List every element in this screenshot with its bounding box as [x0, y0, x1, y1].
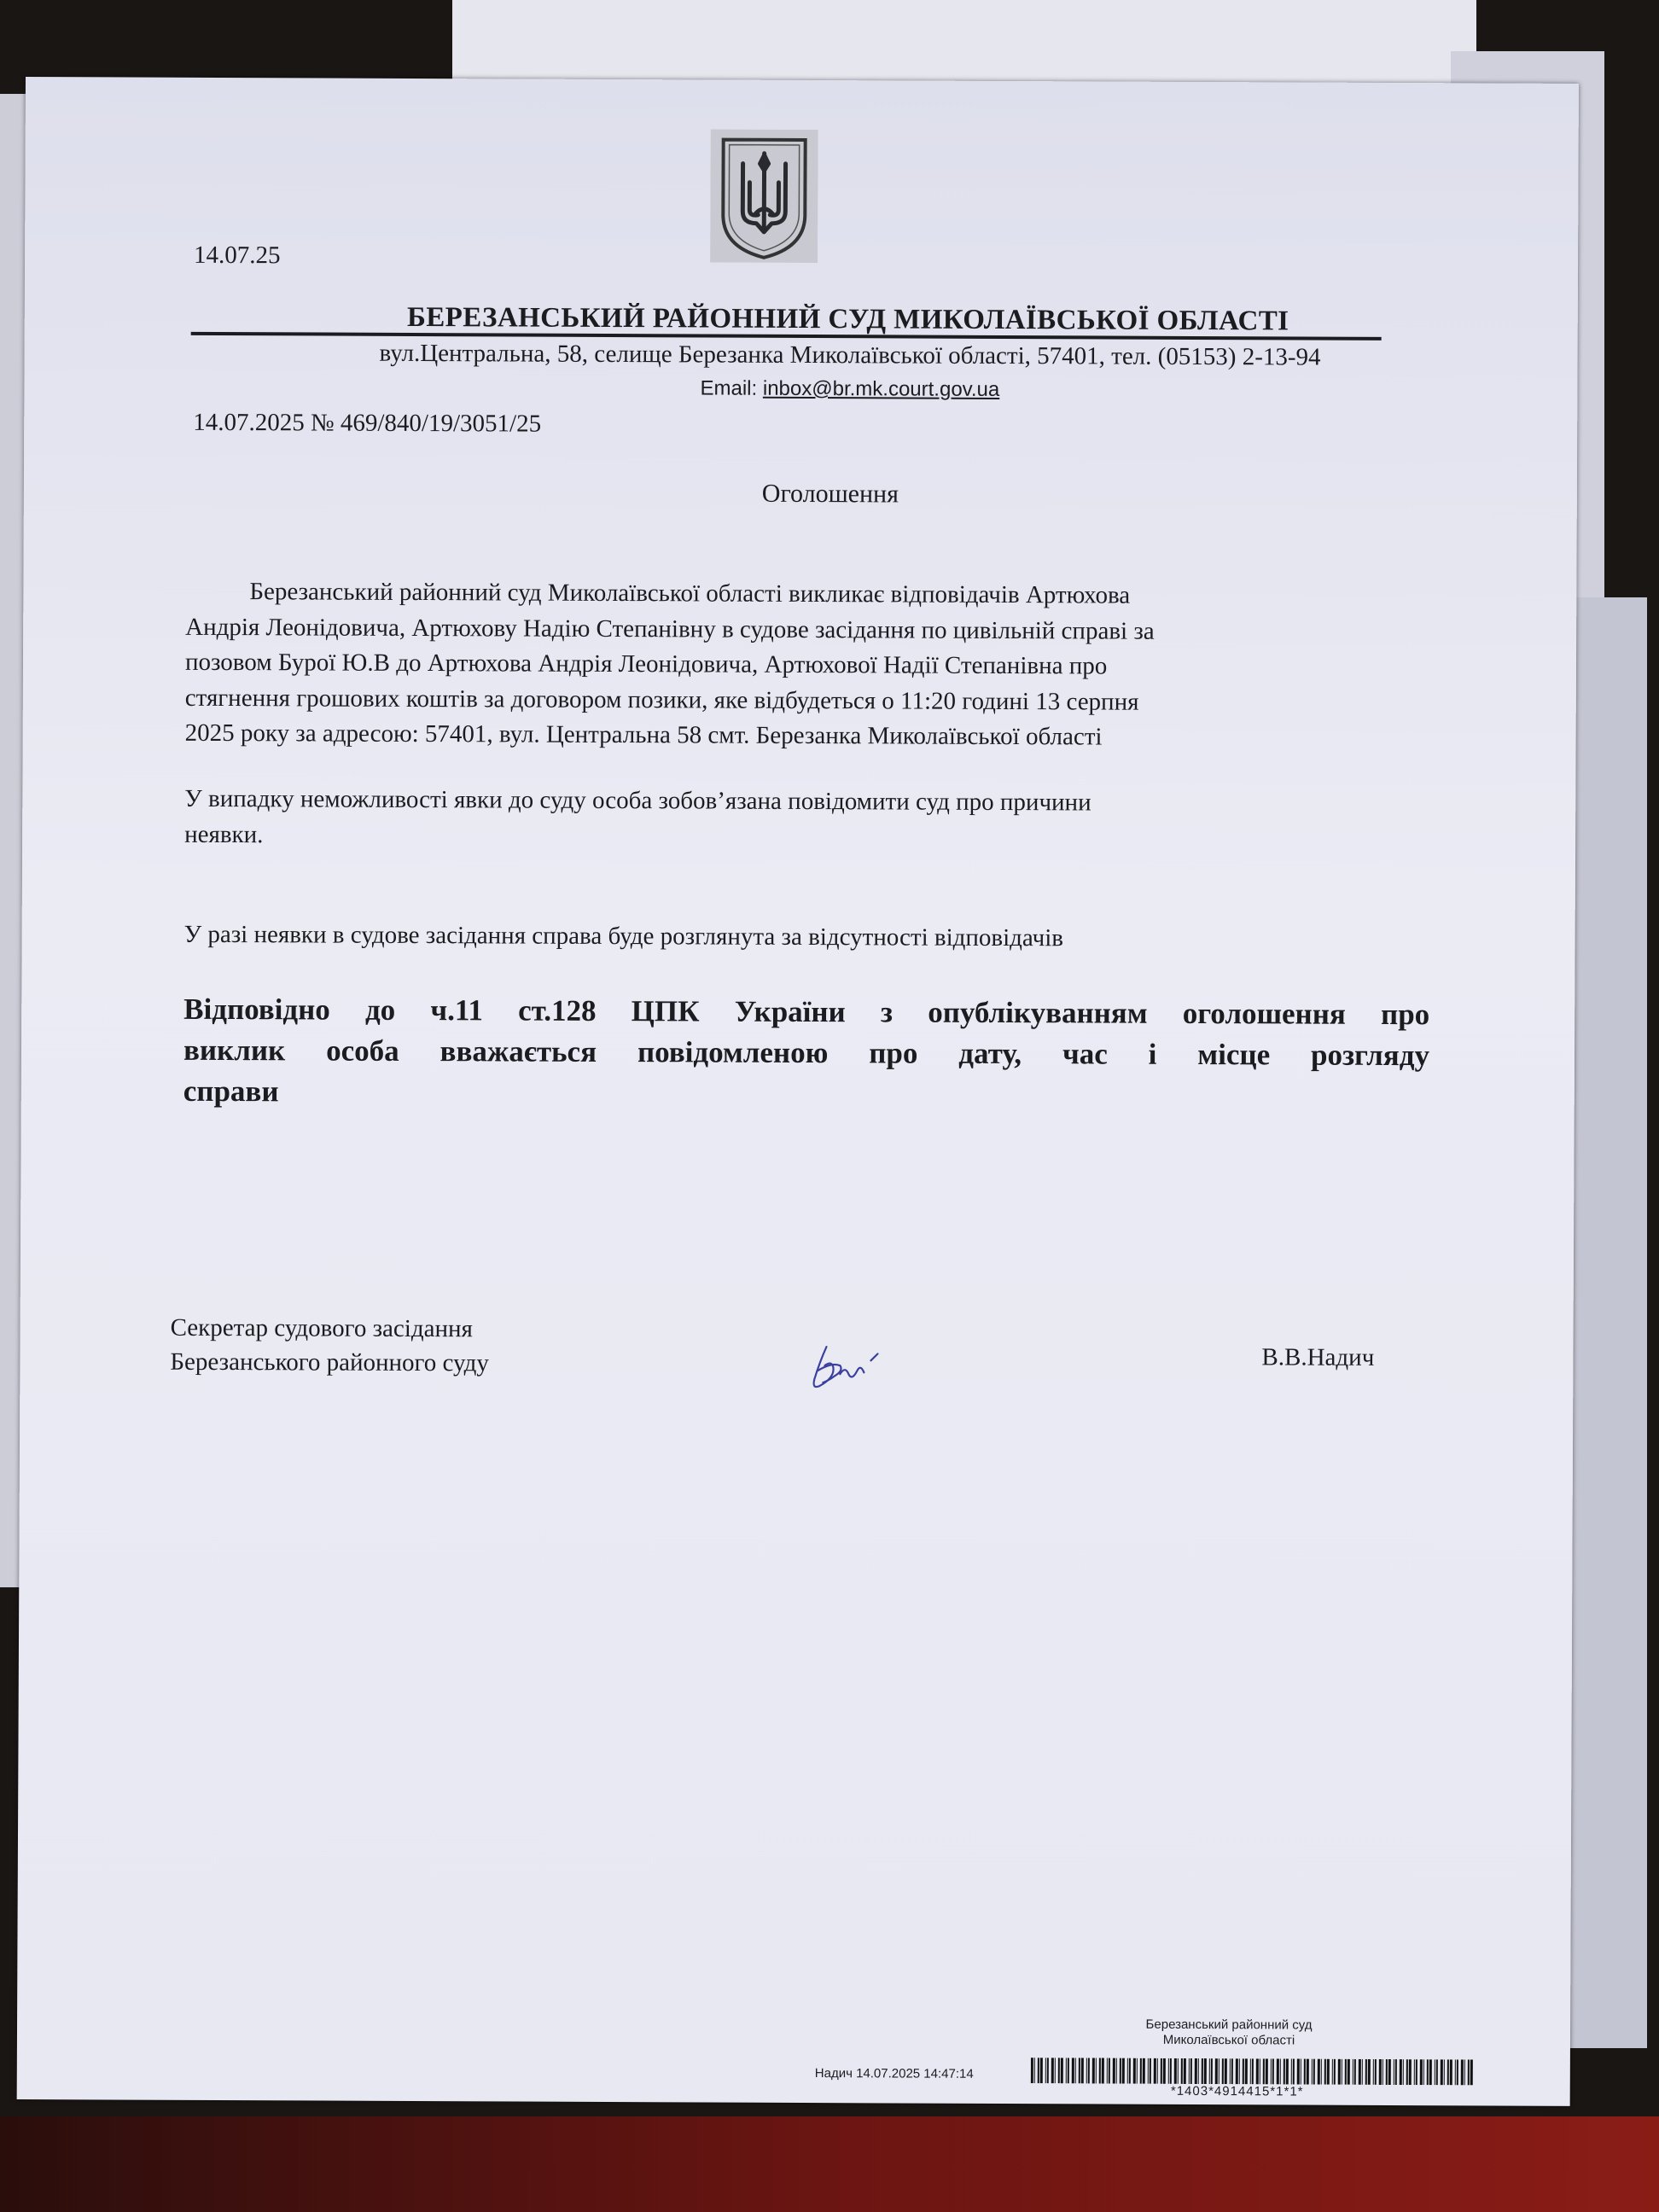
summons-paragraph [185, 574, 1415, 757]
text-line: справи [183, 1074, 279, 1109]
text-line: Відповідно до ч.11 ст.128 ЦПК України з опублікуванням оголошення про [183, 992, 1430, 1032]
signer-position-line: Березанського районного суду [170, 1348, 490, 1377]
court-name-heading: БЕРЕЗАНСЬКИЙ РАЙОННИЙ СУД МИКОЛАЇВСЬКОЇ ОБЛАСТІ [406, 301, 1289, 337]
text-line: У випадку неможливості явки до суду особа зобов’язана повідомити суд про причини [184, 784, 1091, 817]
text-line: 2025 року за адресою: 57401, вул. Центральна 58 смт. Березанка Миколаївської області [184, 719, 1103, 751]
registration-stamp-signer: Надич 14.07.2025 14:47:14 [814, 2066, 974, 2081]
email-line [212, 375, 1487, 405]
text-line: виклик особа вважається повідомленою про дату, час і місце розгляду [183, 1033, 1430, 1073]
stamp-line: Березанський районний суд [1145, 2017, 1313, 2033]
text-line: Березанський районний суд Миколаївської області викликає відповідачів Артюхова [249, 578, 1131, 609]
signer-name: В.В.Надич [1261, 1343, 1375, 1371]
document-page [17, 77, 1579, 2106]
email-label: Email: [700, 376, 763, 400]
text-line: стягнення грошових коштів за договором позики, яке відбудеться о 11:20 годині 13 серпня [184, 684, 1139, 716]
legal-basis-paragraph [183, 989, 1430, 1117]
background-fabric [0, 2116, 1659, 2212]
court-address: вул.Центральна, 58, селище Березанка Миколаївської області, 57401, тел. (05153) 2-13-94 [379, 339, 1321, 371]
stamp-line: Миколаївської області [1162, 2032, 1295, 2048]
signer-position-line: Секретар судового засідання [170, 1313, 473, 1343]
signer-position [170, 1311, 489, 1381]
absence-notice-paragraph [184, 782, 1413, 858]
email-link[interactable]: inbox@br.mk.court.gov.ua [762, 376, 1000, 401]
text-line: Андрія Леонідовича, Артюхову Надію Степанівну в судове засідання по цивільній справі за [185, 613, 1155, 645]
document-reference: 14.07.2025 № 469/840/19/3051/25 [193, 408, 542, 438]
default-hearing-paragraph: У разі неявки в судове засідання справа буде розглянута за відсутності відповідачів [183, 920, 1064, 952]
text-line: неявки. [184, 820, 264, 848]
document-title: Оголошення [761, 479, 899, 509]
handwritten-signature [800, 1336, 911, 1397]
text-line: позовом Бурої Ю.В до Артюхова Андрія Леонідовича, Артюхової Надії Степанівна про [184, 648, 1108, 680]
date-short: 14.07.25 [194, 241, 281, 270]
barcode-number: *1403*4914415*1*1* [1170, 2083, 1304, 2099]
coat-of-arms-icon [710, 130, 818, 264]
registration-stamp-court [1101, 2017, 1357, 2049]
barcode-icon [1031, 2058, 1475, 2085]
